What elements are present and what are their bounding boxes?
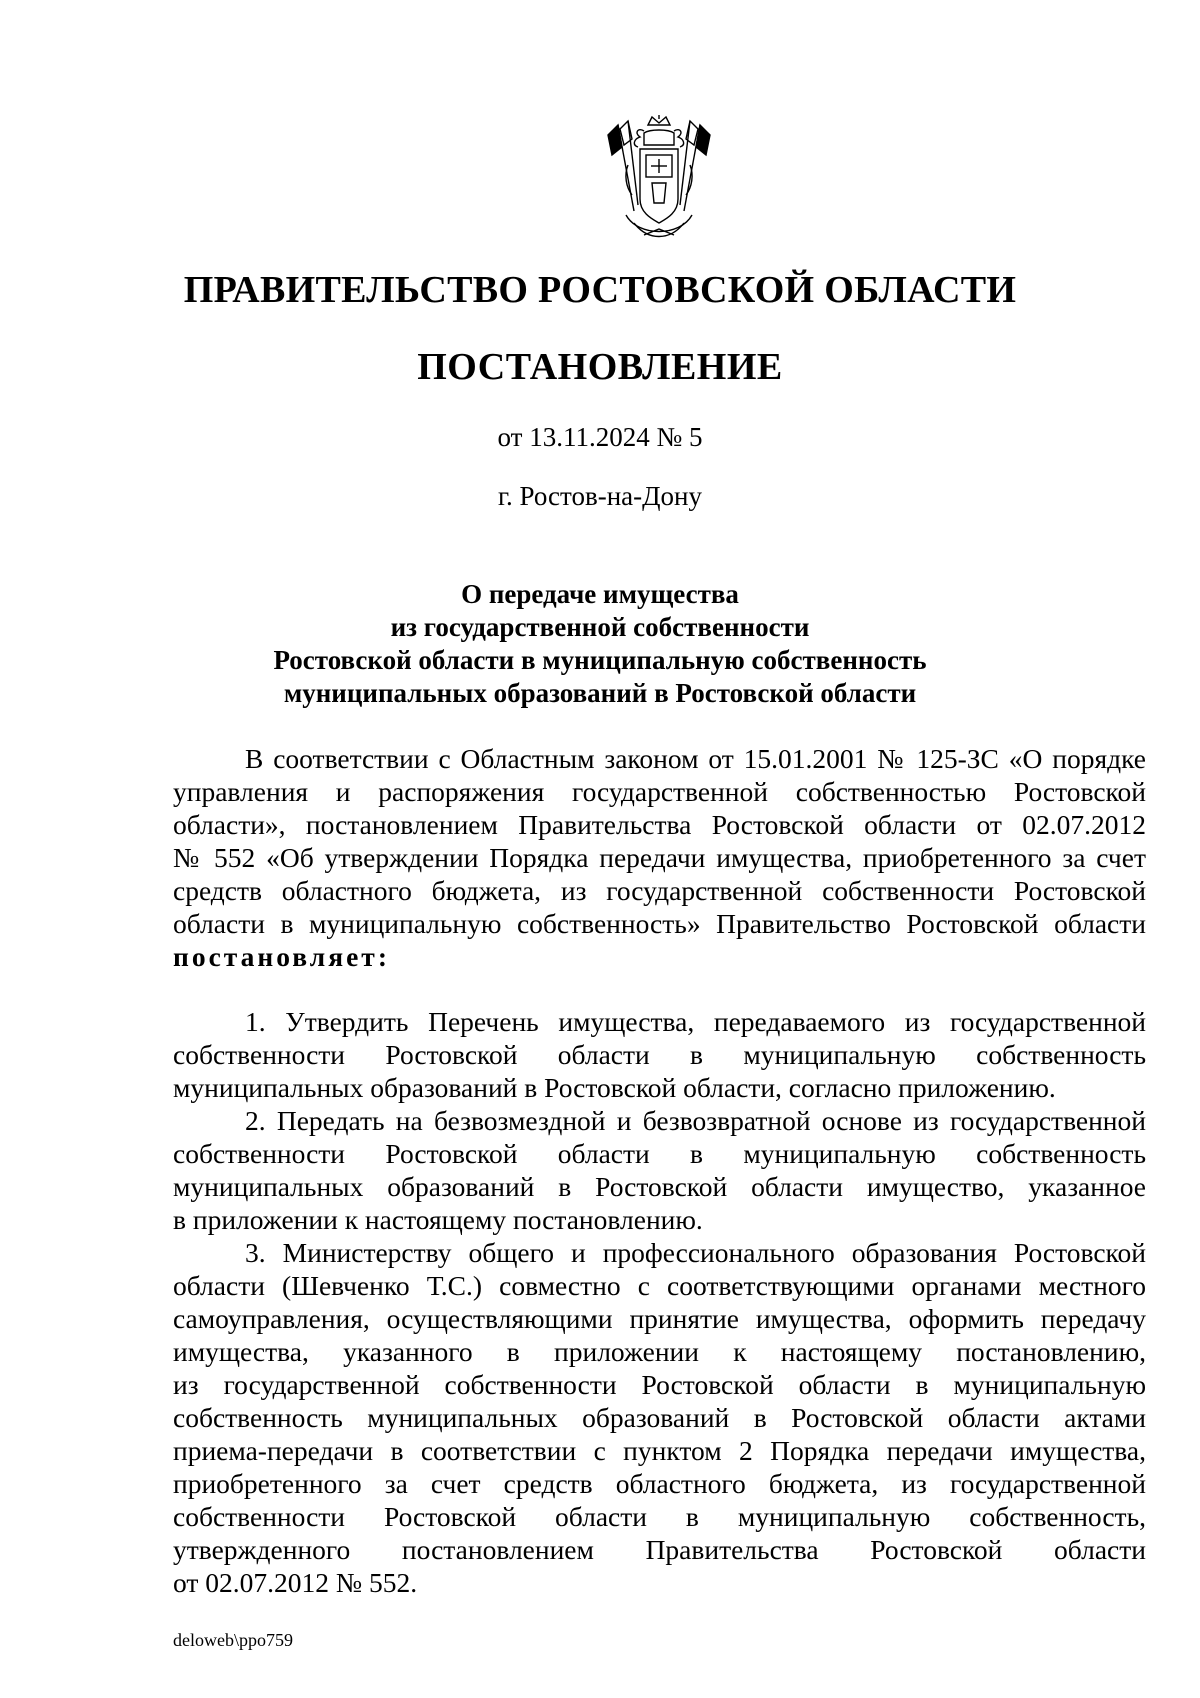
paragraph-line: самоуправления, осуществляющими принятие имущества, оформить передачу [173,1303,1146,1334]
file-reference: deloweb\ppo759 [173,1630,293,1650]
numbered-items [173,1005,1146,1599]
paragraph-line: приобретенного за счет средств областного бюджета, из государственной [173,1468,1146,1499]
subject-line: муниципальных образований в Ростовской области [283,678,917,708]
paragraph-line: средств областного бюджета, из государственной собственности Ростовской [173,875,1146,906]
document-type: ПОСТАНОВЛЕНИЕ [417,346,783,388]
intro-paragraph [173,742,1146,973]
paragraph-line: области в муниципальную собственность» Правительство Ростовской области [173,908,1146,939]
document-city: г. Ростов-на-Дону [497,481,702,511]
paragraph-line: из государственной собственности Ростовской области в муниципальную [173,1369,1146,1400]
paragraph-line: 2. Передать на безвозмездной и безвозвратной основе из государственной [245,1105,1146,1136]
subject-line: Ростовской области в муниципальную собственность [273,645,927,675]
paragraph-line: 1. Утвердить Перечень имущества, передаваемого из государственной [245,1006,1146,1037]
decree-word: постановляет: [173,941,390,972]
paragraph-line: приема-передачи в соответствии с пунктом 2 Порядка передачи имущества, [173,1435,1146,1466]
paragraph-line: собственности Ростовской области в муниципальную собственность [173,1138,1146,1169]
paragraph-line: В соответствии с Областным законом от 15.01.2001 № 125-ЗС «О порядке [245,743,1146,774]
government-title: ПРАВИТЕЛЬСТВО РОСТОВСКОЙ ОБЛАСТИ [183,269,1017,311]
paragraph-line: муниципальных образований в Ростовской области имущество, указанное [173,1171,1146,1202]
paragraph-line: собственности Ростовской области в муниципальную собственность, [173,1501,1146,1532]
document-date-number: от 13.11.2024 № 5 [497,422,703,452]
document-subject [0,578,1200,710]
paragraph-line: утвержденного постановлением Правительства Ростовской области [173,1534,1146,1565]
paragraph-line: муниципальных образований в Ростовской области, согласно приложению. [173,1072,1056,1103]
list-item [173,1005,1146,1104]
list-item [173,1104,1146,1236]
paragraph-line: в приложении к настоящему постановлению. [173,1204,703,1235]
paragraph-line: собственности Ростовской области в муниципальную собственность [173,1039,1146,1070]
paragraph-line: собственность муниципальных образований в Ростовской области актами [173,1402,1146,1433]
paragraph-line: № 552 «Об утверждении Порядка передачи имущества, приобретенного за счет [173,842,1146,873]
paragraph-line: области (Шевченко Т.С.) совместно с соответствующими органами местного [173,1270,1146,1301]
paragraph-line: имущества, указанного в приложении к настоящему постановлению, [173,1336,1146,1367]
subject-line: из государственной собственности [390,612,810,642]
list-item [173,1236,1146,1599]
paragraph-line: от 02.07.2012 № 552. [173,1567,418,1598]
paragraph-line: области», постановлением Правительства Ростовской области от 02.07.2012 [173,809,1146,840]
paragraph-line: 3. Министерству общего и профессионального образования Ростовской [245,1237,1146,1268]
paragraph-line: управления и распоряжения государственной собственностью Ростовской [173,776,1146,807]
subject-line: О передаче имущества [461,579,739,609]
coat-of-arms-icon [604,115,714,245]
